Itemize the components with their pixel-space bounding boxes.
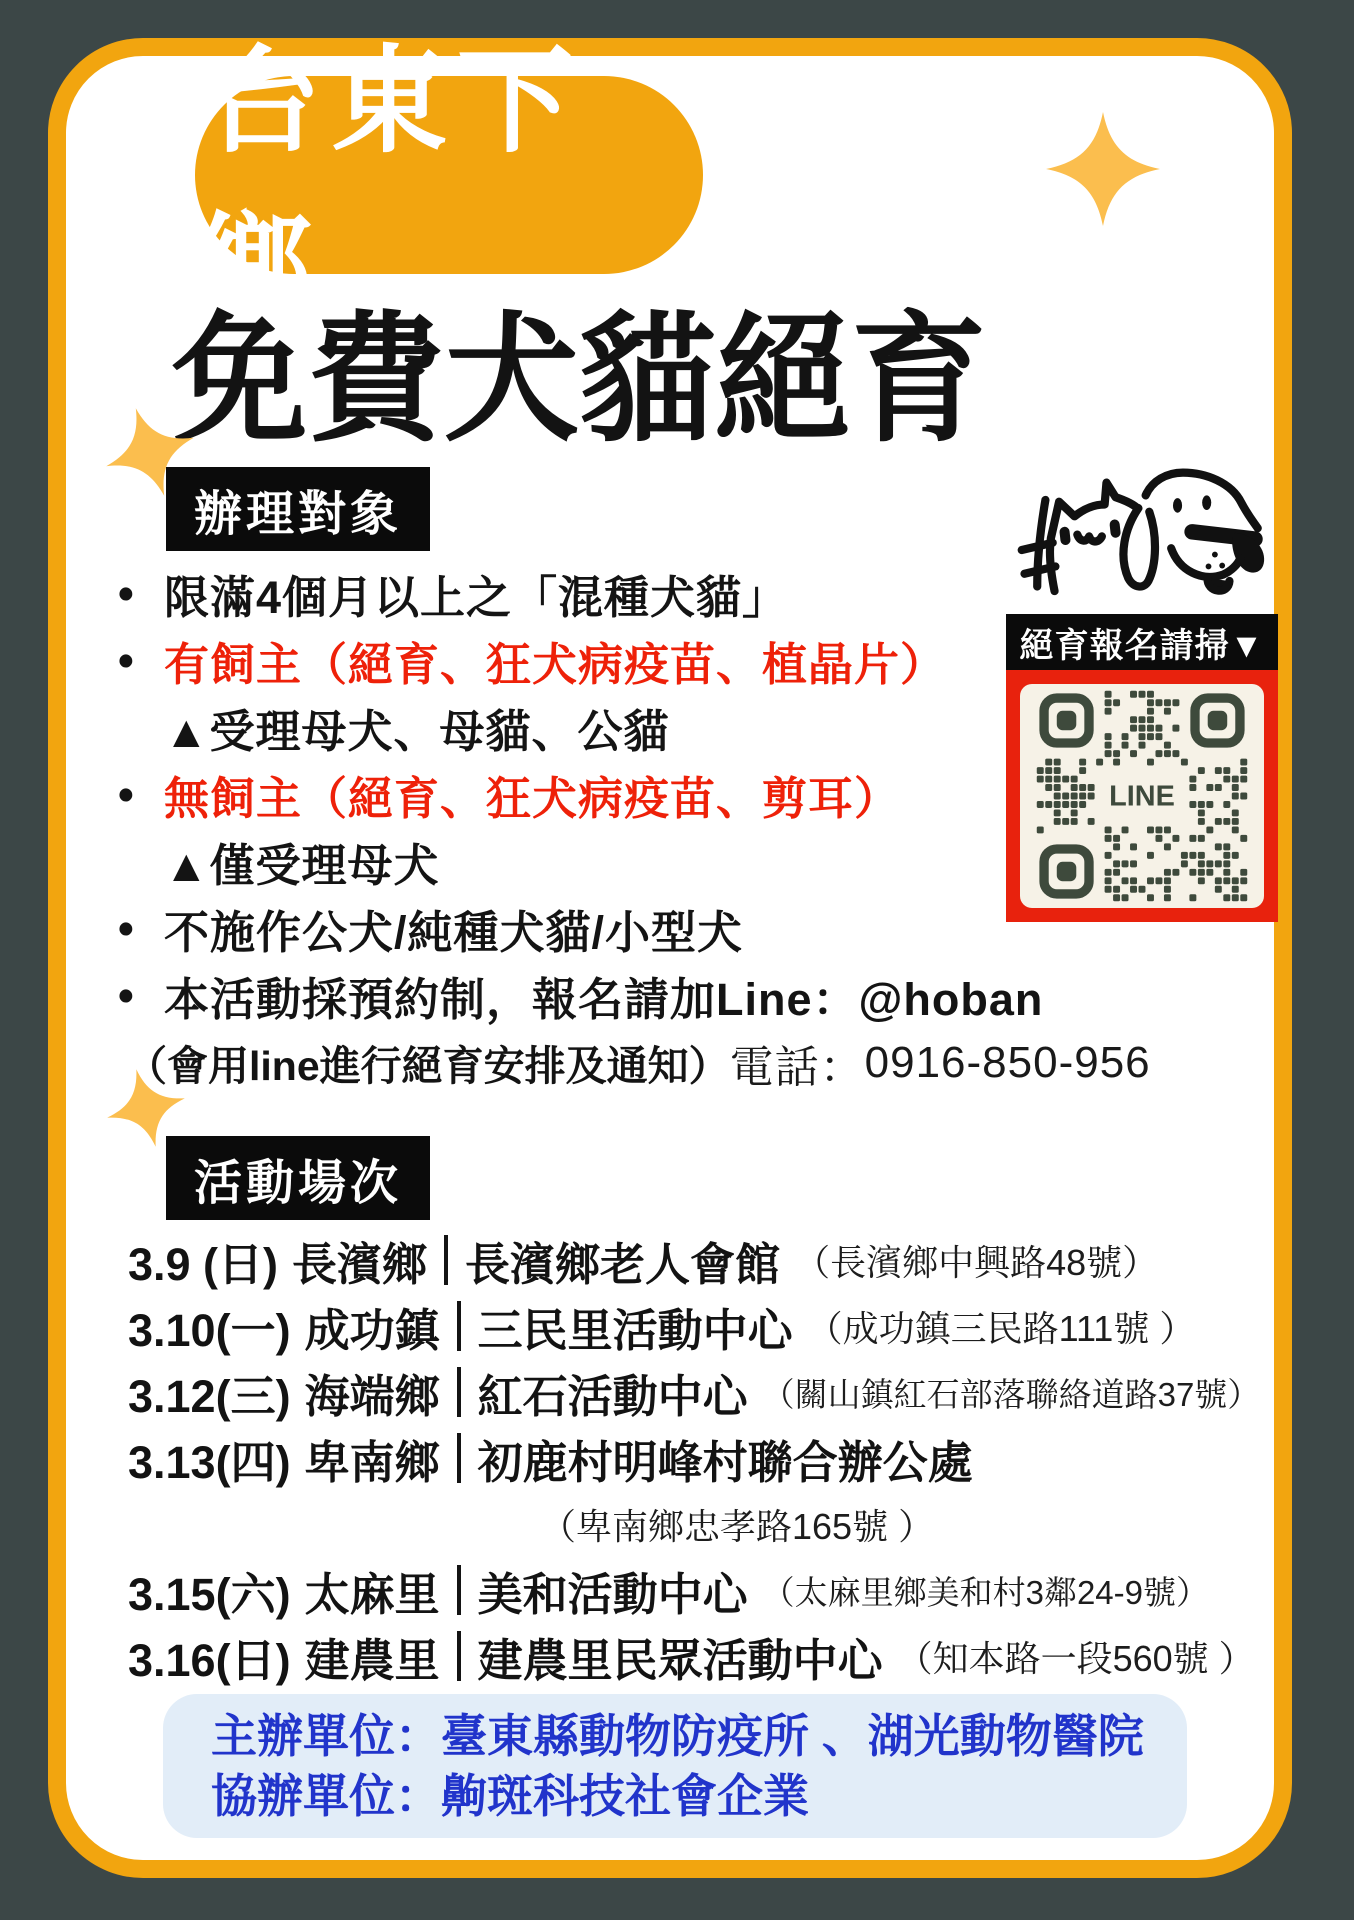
- qr-frame: [1006, 670, 1278, 922]
- bullet-text: 限滿4個月以上之「混種犬貓」: [164, 572, 789, 623]
- event-town: 長濱鄉: [292, 1238, 428, 1290]
- phone-number: 0916-850-956: [864, 1037, 1151, 1087]
- line-qr-code: [1020, 684, 1264, 908]
- note-text: （會用line進行絕育安排及通知）: [126, 1043, 730, 1089]
- region-badge-label: 台東下鄉: [195, 36, 583, 333]
- bullet-marker: •: [118, 567, 134, 619]
- schedule-row: [128, 1234, 1278, 1290]
- bullet-marker: •: [118, 902, 134, 954]
- line-logo-text: LINE: [1109, 780, 1175, 813]
- divider: [457, 1433, 461, 1483]
- event-town: 卑南鄉: [304, 1436, 440, 1488]
- schedule-row: [128, 1432, 1278, 1488]
- event-address: （成功鎮三民路111號 ）: [806, 1307, 1196, 1349]
- bullet-text: 不施作公犬/純種犬貓/小型犬: [164, 907, 744, 958]
- event-venue: 紅石活動中心: [477, 1370, 748, 1422]
- organizers-box: [163, 1694, 1187, 1838]
- bullet-text: ▲受理母犬、母貓、公貓: [164, 706, 670, 757]
- qr-code-icon: [1036, 690, 1248, 902]
- event-venue: 美和活動中心: [477, 1568, 748, 1620]
- divider: [457, 1565, 461, 1615]
- qr-finder-icon: [1195, 698, 1240, 743]
- event-date: 3.10(一): [128, 1304, 291, 1356]
- event-venue: 建農里民眾活動中心: [477, 1634, 883, 1686]
- bullet-marker: •: [118, 634, 134, 686]
- schedule-row: [128, 1564, 1278, 1620]
- schedule-list: [128, 1234, 1278, 1696]
- event-date: 3.15(六): [128, 1568, 291, 1620]
- event-address: （卑南鄉忠孝路165號 ）: [540, 1505, 935, 1547]
- organizer-line: 主辦單位：臺東縣動物防疫所 、湖光動物醫院: [211, 1710, 1144, 1762]
- event-address: （知本路一段560號 ）: [896, 1637, 1255, 1679]
- divider: [457, 1301, 461, 1351]
- event-address: （長濱鄉中興路48號）: [794, 1241, 1159, 1283]
- event-address: （太麻里鄉美和村3鄰24-9號）: [761, 1573, 1209, 1611]
- cat-dog-illustration-icon: [1006, 448, 1278, 612]
- section-header-schedule: 活動場次: [166, 1136, 430, 1220]
- section-header-eligibility: 辦理對象: [166, 467, 430, 551]
- divider: [457, 1631, 461, 1681]
- bullet-marker: •: [118, 969, 134, 1021]
- schedule-row-continuation: [128, 1498, 1278, 1550]
- bullet-text: 有飼主（絕育、狂犬病疫苗、植晶片）: [164, 639, 947, 690]
- poster-title: 免費犬貓絕育: [172, 301, 987, 458]
- list-item: [118, 962, 1258, 1029]
- event-date: 3.12(三): [128, 1370, 291, 1422]
- event-date: 3.16(日): [128, 1634, 291, 1686]
- qr-finder-icon: [1044, 698, 1089, 743]
- qr-signup-label: 絕育報名請掃▼: [1006, 614, 1278, 670]
- bullet-marker: •: [118, 768, 134, 820]
- divider: [457, 1367, 461, 1417]
- schedule-row: [128, 1630, 1278, 1686]
- event-town: 建農里: [304, 1634, 440, 1686]
- event-town: 成功鎮: [304, 1304, 440, 1356]
- event-venue: 初鹿村明峰村聯合辦公處: [477, 1436, 973, 1488]
- event-town: 海端鄉: [304, 1370, 440, 1422]
- schedule-row: [128, 1300, 1278, 1356]
- event-date: 3.13(四): [128, 1436, 291, 1488]
- event-venue: 長濱鄉老人會館: [465, 1238, 781, 1290]
- event-date: 3.9 (日): [128, 1238, 279, 1290]
- qr-finder-icon: [1044, 849, 1089, 894]
- bullet-text: 本活動採預約制，報名請加Line：@hoban: [164, 974, 1044, 1025]
- bullet-text: 無飼主（絕育、狂犬病疫苗、剪耳）: [164, 773, 901, 824]
- qr-signup-block: [1006, 448, 1278, 922]
- phone-label: 電話：: [729, 1042, 865, 1092]
- sparkle-icon: [1046, 108, 1160, 230]
- region-badge: [195, 36, 703, 333]
- bullet-text: ▲僅受理母犬: [164, 840, 440, 891]
- divider: [444, 1235, 448, 1285]
- event-town: 太麻里: [304, 1568, 440, 1620]
- schedule-row: [128, 1366, 1278, 1422]
- signup-note: [118, 1029, 1258, 1096]
- co-organizer-line: 協辦單位：齁斑科技社會企業: [211, 1770, 809, 1822]
- event-venue: 三民里活動中心: [477, 1304, 793, 1356]
- event-address: （關山鎮紅石部落聯絡道路37號）: [761, 1375, 1261, 1413]
